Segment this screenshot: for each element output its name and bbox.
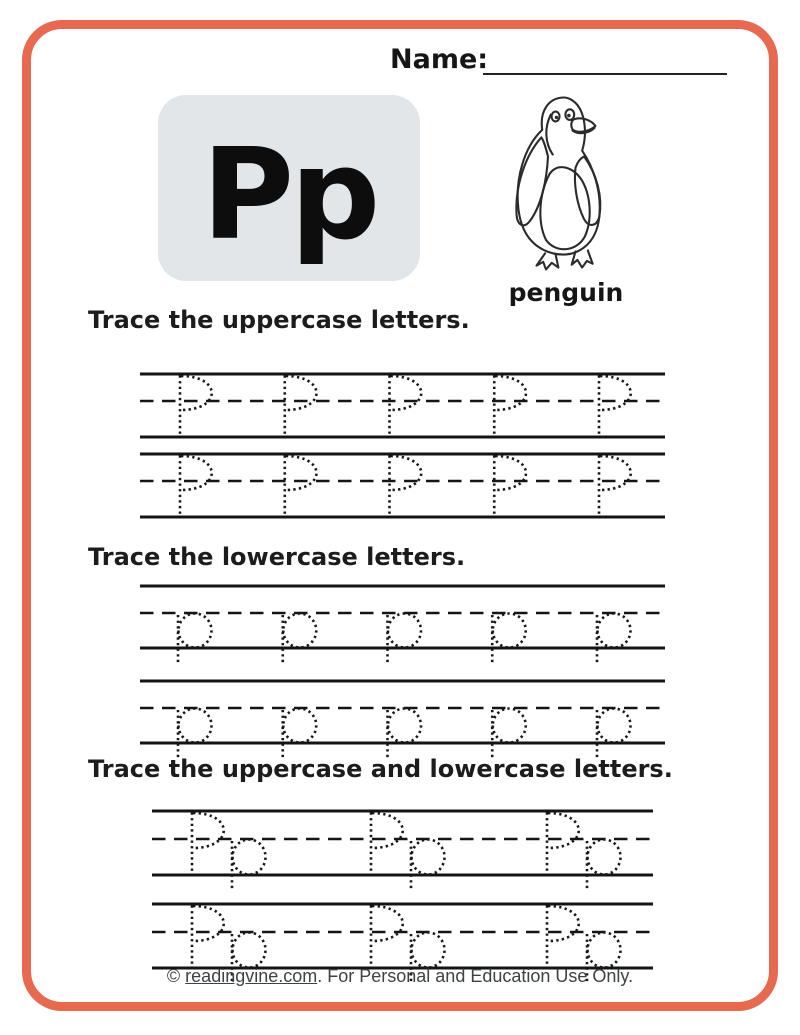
animal-label: penguin — [508, 278, 624, 307]
footer-site-link[interactable]: readingvine.com — [185, 966, 318, 986]
trace-row-uppercase-1 — [138, 371, 668, 447]
trace-row-lowercase-1 — [138, 583, 668, 675]
trace-row-uppercase-2 — [138, 451, 668, 527]
name-fill-line — [483, 47, 727, 75]
footer-copyright — [0, 966, 800, 987]
letter-card — [158, 95, 420, 281]
penguin-illustration — [490, 88, 642, 278]
footer-prefix: © — [166, 966, 186, 986]
penguin-figure — [490, 88, 642, 308]
section-heading-lowercase: Trace the lowercase letters. — [88, 543, 466, 571]
letter-pair-text: Pp — [201, 121, 377, 268]
section-heading-uppercase: Trace the uppercase letters. — [88, 306, 470, 334]
footer-suffix: . For Personal and Education Use Only. — [317, 966, 634, 986]
trace-row-mixed-1 — [150, 808, 662, 900]
section-heading-mixed: Trace the uppercase and lowercase letters. — [88, 755, 673, 783]
name-label: Name: — [390, 44, 489, 75]
